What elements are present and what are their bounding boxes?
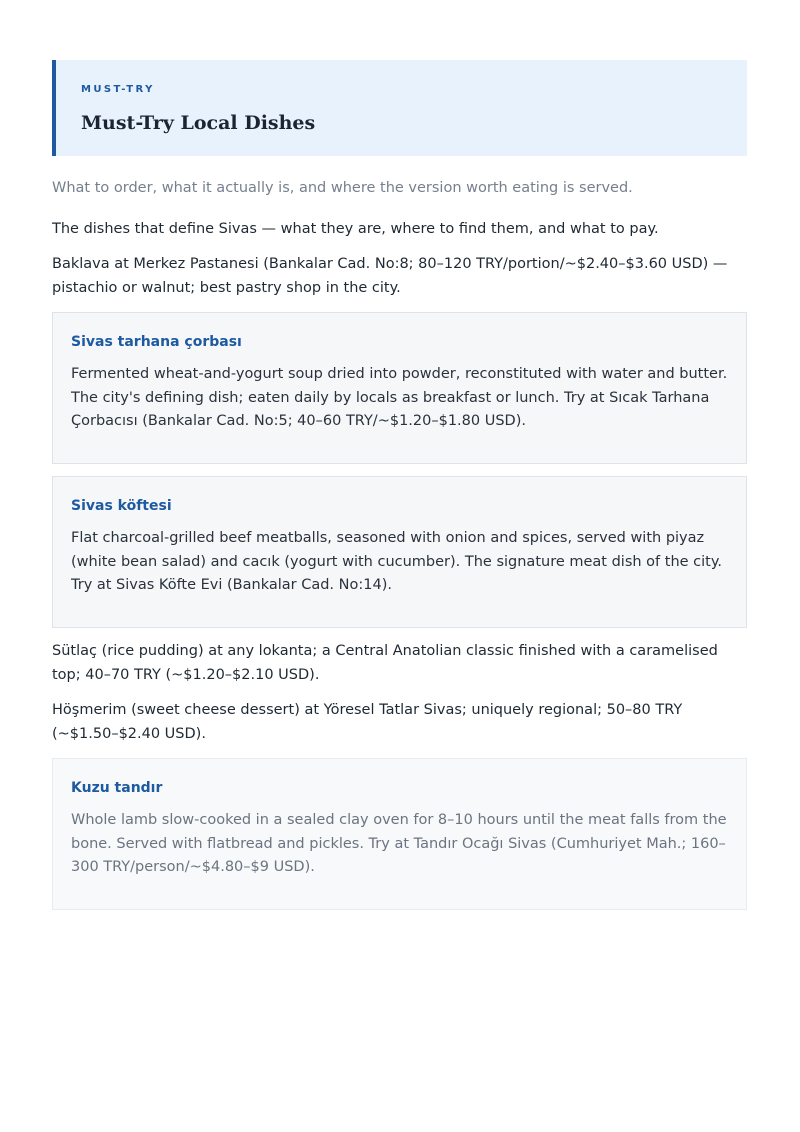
- dish-card-title: Kuzu tandır: [71, 780, 163, 796]
- section-header: [52, 60, 747, 156]
- baklava-paragraph: Baklava at Merkez Pastanesi (Bankalar Cad. No:8; 80–120 TRY/portion/~$2.40–$3.60 USD) — pistachio or walnut; best pastry shop in the city.: [52, 256, 728, 296]
- hosmerim-paragraph: Höşmerim (sweet cheese dessert) at Yöresel Tatlar Sivas; uniquely regional; 50–80 TRY (~$1.50–$2.40 USD).: [52, 702, 683, 742]
- section-title: Must-Try Local Dishes: [81, 112, 316, 134]
- dish-card-kuzu-tandir: [52, 758, 747, 910]
- page-content: [52, 60, 747, 910]
- section-subtitle: What to order, what it actually is, and where the version worth eating is served.: [52, 180, 633, 196]
- dish-card-title: Sivas köftesi: [71, 498, 172, 514]
- intro-paragraph: The dishes that define Sivas — what they are, where to find them, and what to pay.: [52, 221, 659, 237]
- dish-card-body: Flat charcoal-grilled beef meatballs, seasoned with onion and spices, served with piyaz (white bean salad) and cacık (yogurt with cucumber). The signature meat dish of the city. Try at Sivas Köfte Evi (Bankalar Cad. No:14).: [71, 530, 722, 593]
- dish-card-body: Fermented wheat-and-yogurt soup dried into powder, reconstituted with water and butter. The city's defining dish; eaten daily by locals as breakfast or lunch. Try at Sıcak Tarhana Çorbacısı (Bankalar Cad. No:5; 40–60 TRY/~$1.20–$1.80 USD).: [71, 366, 728, 429]
- section-eyebrow: MUST-TRY: [81, 84, 155, 95]
- dish-card-title: Sivas tarhana çorbası: [71, 334, 242, 350]
- sutlac-paragraph: Sütlaç (rice pudding) at any lokanta; a Central Anatolian classic finished with a caramelised top; 40–70 TRY (~$1.20–$2.10 USD).: [52, 643, 718, 683]
- dish-card-kofte: [52, 476, 747, 628]
- dish-card-tarhana: [52, 312, 747, 464]
- dish-card-body: Whole lamb slow-cooked in a sealed clay oven for 8–10 hours until the meat falls from the bone. Served with flatbread and pickles. Try at Tandır Ocağı Sivas (Cumhuriyet Mah.; 160–300 TRY/person/~$4.80–$9 USD).: [71, 812, 727, 875]
